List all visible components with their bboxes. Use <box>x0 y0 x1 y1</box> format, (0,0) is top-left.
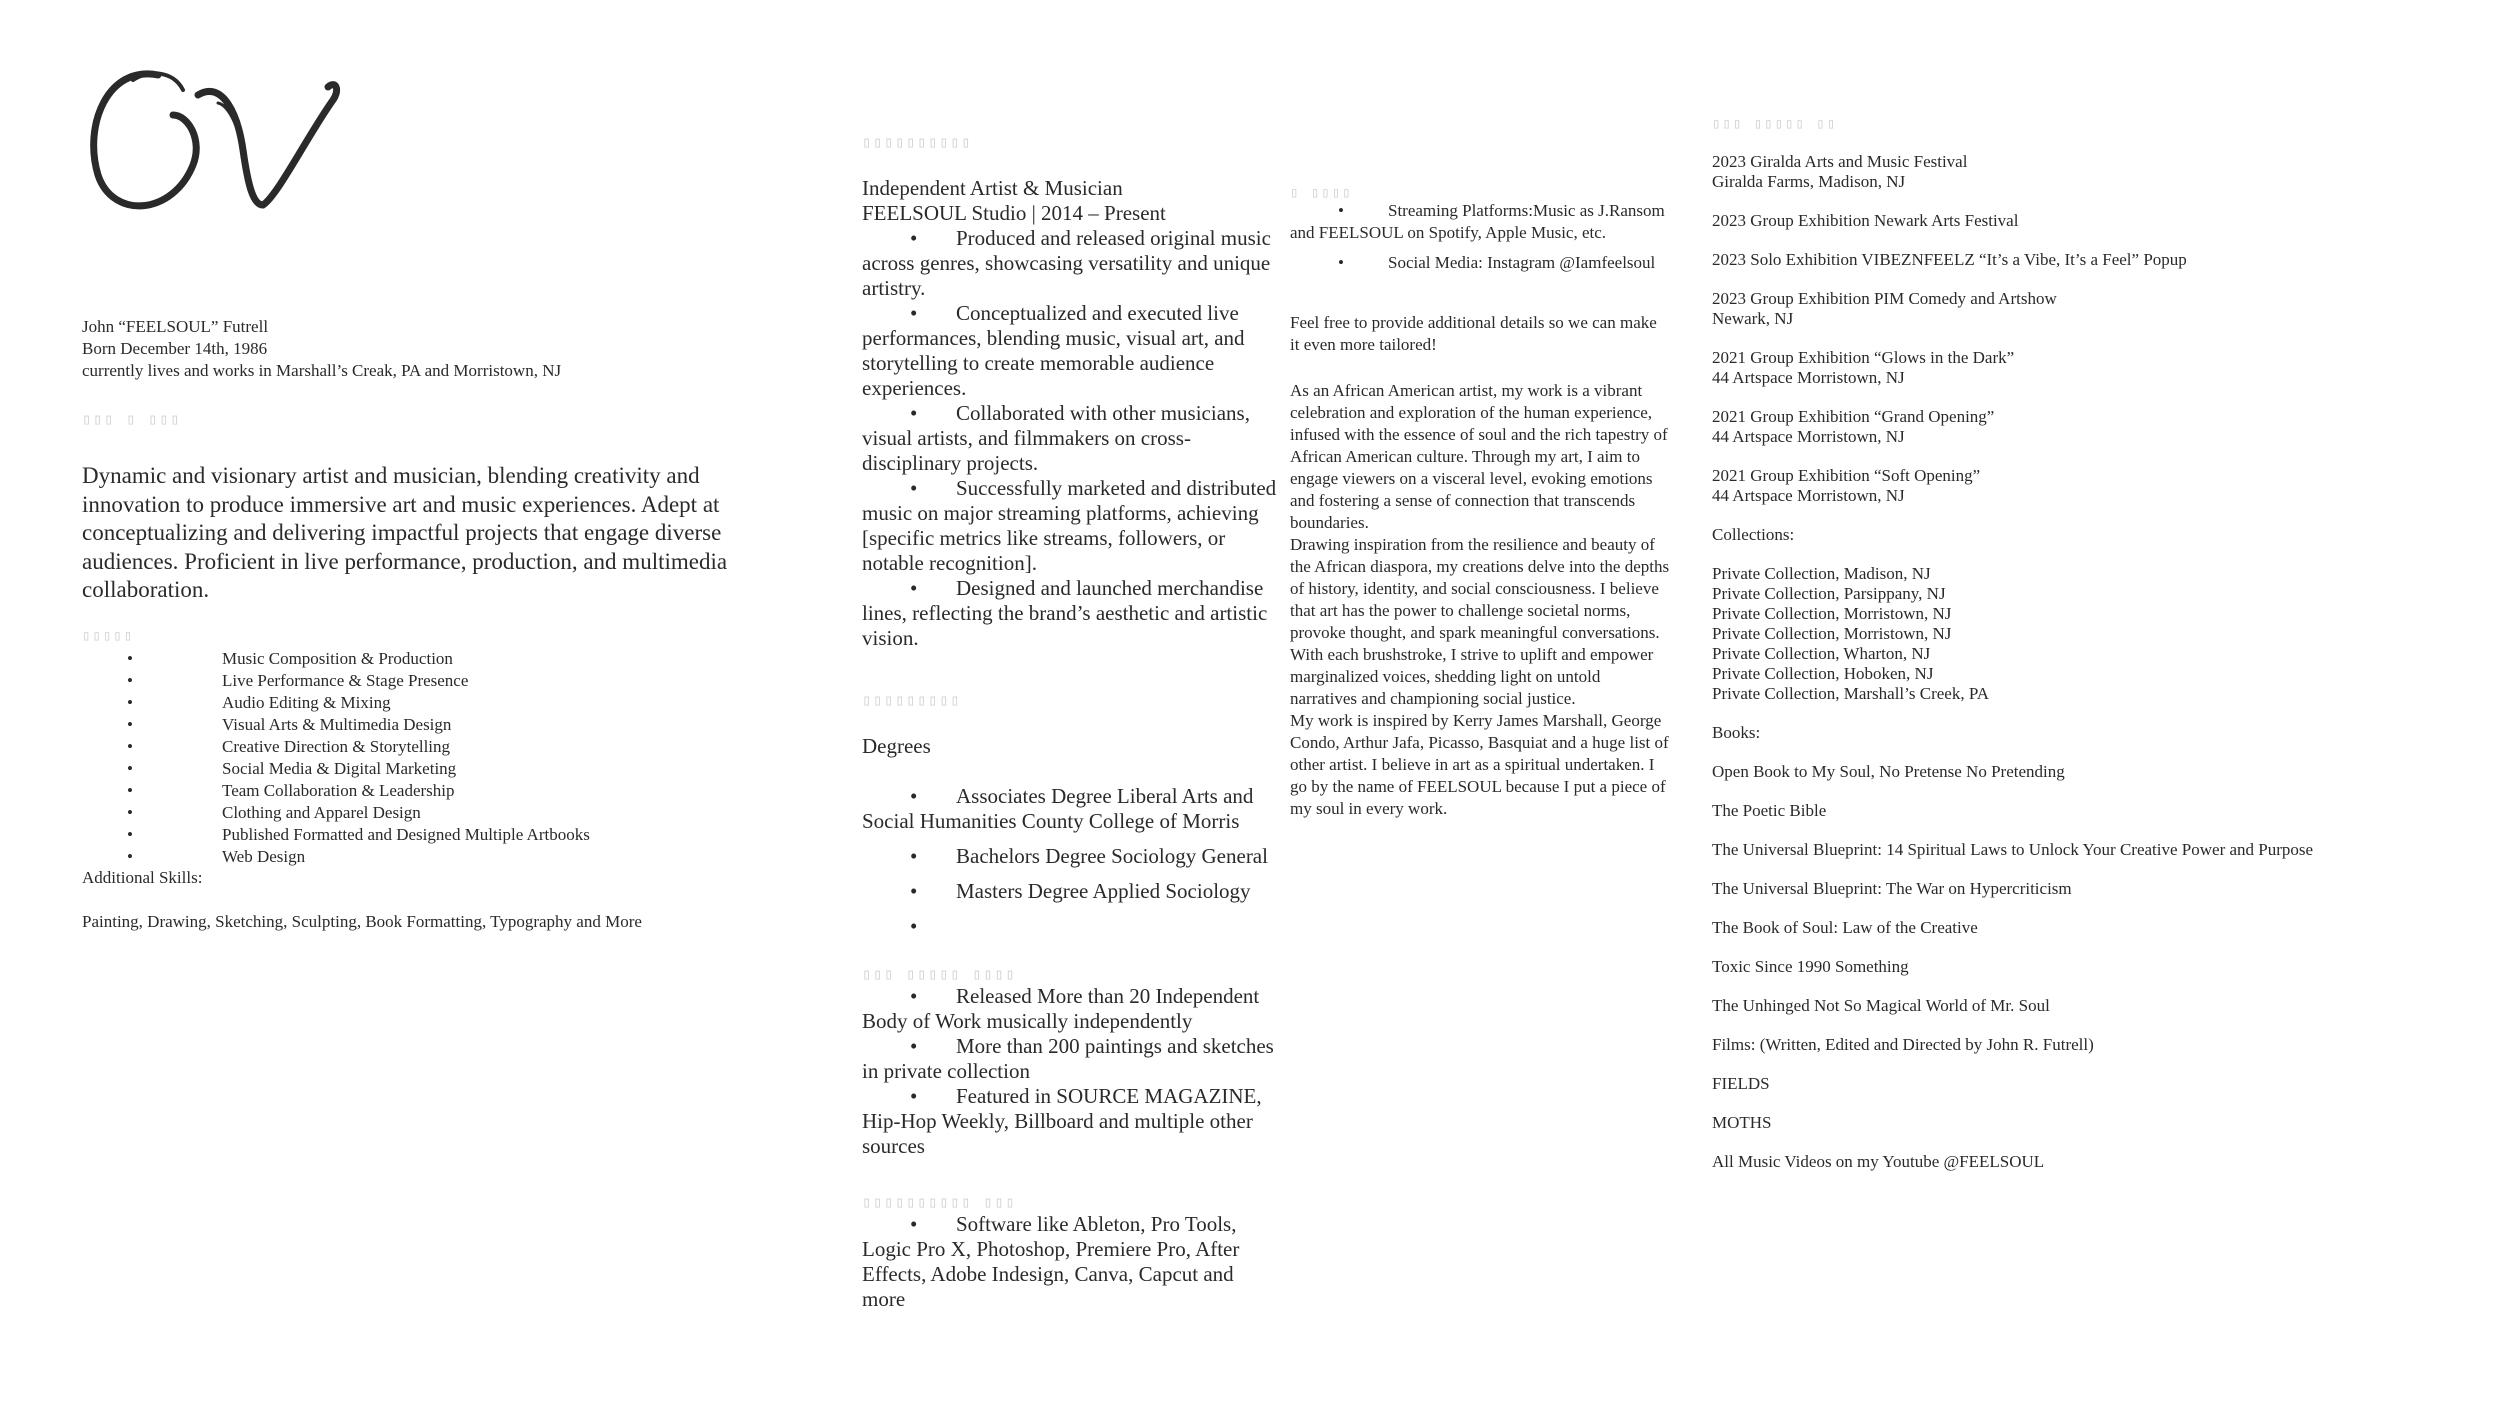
bullet-icon: • <box>910 914 918 938</box>
films-label: Films: (Written, Edited and Directed by John R. Futrell) <box>1712 1035 2094 1054</box>
skill-item <box>82 802 802 824</box>
skill-item-text: Published Formatted and Designed Multiple Artbooks <box>222 825 590 844</box>
degree-item <box>862 844 1282 869</box>
experience-item <box>862 301 1282 401</box>
bullet-icon: • <box>127 847 133 866</box>
experience-list <box>862 226 1282 651</box>
skill-item <box>82 714 802 736</box>
collections-label: Collections: <box>1712 525 1795 544</box>
bullet-icon: • <box>910 1084 918 1108</box>
skill-item <box>82 670 802 692</box>
bullet-icon: • <box>910 784 918 808</box>
book-item: The Unhinged Not So Magical World of Mr. Soul <box>1712 996 2050 1015</box>
skill-item-text: Clothing and Apparel Design <box>222 803 421 822</box>
music-videos-note: All Music Videos on my Youtube @FEELSOUL <box>1712 1152 2045 1171</box>
degrees-label: Degrees <box>862 734 931 758</box>
bullet-icon: • <box>127 825 133 844</box>
bullet-icon: • <box>127 649 133 668</box>
bullet-icon: • <box>910 1212 918 1236</box>
link-item <box>1290 200 1670 244</box>
link-item-text: Social Media: Instagram @Iamfeelsoul <box>1388 253 1656 272</box>
bullet-icon: • <box>127 759 133 778</box>
collection-item: Private Collection, Hoboken, NJ <box>1712 664 1934 683</box>
statement-paragraph: Drawing inspiration from the resilience and beauty of the African diaspora, my creations delve into the depths of history, identity, and social consciousness. I believe that art has the power to challenge societal norms, provoke thought, and spark meaningful conversations. With each brushstroke, I strive to uplift and empower marginalized voices, shedding light on untold narratives and championing social justice. <box>1290 535 1670 708</box>
exhibition-title: 2023 Solo Exhibition VIBEZNFEELZ “It’s a Vibe, It’s a Feel” Popup <box>1712 250 2187 269</box>
bullet-icon: • <box>910 576 918 600</box>
exhibition-title: 2021 Group Exhibition “Soft Opening” <box>1712 466 1981 485</box>
links-list <box>1290 200 1670 282</box>
exhibition-place: 44 Artspace Morristown, NJ <box>1712 368 1905 387</box>
book-item: The Book of Soul: Law of the Creative <box>1712 918 1978 937</box>
statement-paragraph: As an African American artist, my work is a vibrant celebration and exploration of the human experience, infused with the essence of soul and the rich tapestry of African American culture. Through my art, I aim to engage viewers on a visceral level, evoking emotions and fostering a sense of connection that transcends boundaries. <box>1290 381 1668 532</box>
bullet-icon: • <box>1338 201 1344 220</box>
achievement-item-text: Featured in SOURCE MAGAZINE, Hip-Hop Weekly, Billboard and multiple other sources <box>862 1084 1262 1158</box>
collection-item: Private Collection, Parsippany, NJ <box>1712 584 1946 603</box>
skill-item <box>82 692 802 714</box>
tool-item-text: Software like Ableton, Pro Tools, Logic Pro X, Photoshop, Premiere Pro, After Effects, Adobe Indesign, Canva, Capcut and more <box>862 1212 1240 1311</box>
residence: currently lives and works in Marshall’s Creak, PA and Morristown, NJ <box>82 361 562 380</box>
links-note: Feel free to provide additional details so we can make it even more tailored! <box>1290 313 1657 354</box>
books-label: Books: <box>1712 723 1761 742</box>
additional-skills-text: Painting, Drawing, Sketching, Sculpting, Book Formatting, Typography and More <box>82 912 642 931</box>
skill-item <box>82 736 802 758</box>
exhibition-title: 2021 Group Exhibition “Grand Opening” <box>1712 407 1995 426</box>
experience-org: FEELSOUL Studio | 2014 – Present <box>862 201 1166 225</box>
bullet-icon: • <box>1338 253 1344 272</box>
collection-item: Private Collection, Madison, NJ <box>1712 564 1931 583</box>
experience-item-text: Produced and released original music across genres, showcasing versatility and unique artistry. <box>862 226 1271 300</box>
artist-statement <box>1290 380 1670 820</box>
exhibition-place: Giralda Farms, Madison, NJ <box>1712 172 1906 191</box>
achievement-item-text: More than 200 paintings and sketches in private collection <box>862 1034 1274 1083</box>
skill-item <box>82 824 802 846</box>
experience-item <box>862 576 1282 651</box>
tools-header: ▯▯▯▯▯▯▯▯▯▯ ▯▯▯ <box>862 1193 1017 1211</box>
birth-date: Born December 14th, 1986 <box>82 339 268 358</box>
skills-list <box>82 648 802 868</box>
artist-name: John “FEELSOUL” Futrell <box>82 317 269 336</box>
skill-item <box>82 846 802 868</box>
bullet-icon: • <box>910 1034 918 1058</box>
book-item: Open Book to My Soul, No Pretense No Pretending <box>1712 762 2065 781</box>
bullet-icon: • <box>910 984 918 1008</box>
statement-paragraph: My work is inspired by Kerry James Marshall, George Condo, Arthur Jafa, Picasso, Basquiat and a huge list of other artist. I believe in art as a spiritual undertaken. I go by the name of FEELSOUL because I put a piece of my soul in every work. <box>1290 711 1669 818</box>
skill-item-text: Live Performance & Stage Presence <box>222 671 469 690</box>
collection-item: Private Collection, Wharton, NJ <box>1712 644 1931 663</box>
skill-item-text: Social Media & Digital Marketing <box>222 759 457 778</box>
bullet-icon: • <box>127 803 133 822</box>
experience-item <box>862 401 1282 476</box>
bullet-icon: • <box>910 844 918 868</box>
bullet-icon: • <box>127 693 133 712</box>
education-header: ▯▯▯▯▯▯▯▯▯ <box>862 691 962 709</box>
achievement-item <box>862 984 1282 1034</box>
link-item <box>1290 252 1670 274</box>
skill-item <box>82 780 802 802</box>
degree-item-text: Associates Degree Liberal Arts and Social Humanities County College of Morris <box>862 784 1254 833</box>
cv-monogram-logo <box>78 55 348 225</box>
achievement-item <box>862 1084 1282 1159</box>
film-item: MOTHS <box>1712 1113 1772 1132</box>
bullet-icon: • <box>910 301 918 325</box>
summary-text: Dynamic and visionary artist and musician, blending creativity and innovation to produce immersive art and music experiences. Adept at conceptualizing and delivering impactful projects that engage diverse audiences. Proficient in live performance, production, and multimedia collaboration. <box>82 463 728 602</box>
exhibition-title: 2023 Group Exhibition PIM Comedy and Artshow <box>1712 289 2057 308</box>
film-item: FIELDS <box>1712 1074 1770 1093</box>
experience-role: Independent Artist & Musician <box>862 176 1123 200</box>
collection-item: Private Collection, Morristown, NJ <box>1712 624 1952 643</box>
exhibitions-header: ▯▯▯ ▯▯▯▯▯ ▯▯ <box>1712 116 1838 132</box>
collection-item: Private Collection, Marshall’s Creek, PA <box>1712 684 1990 703</box>
skill-item-text: Audio Editing & Mixing <box>222 693 391 712</box>
degree-item-text: Masters Degree Applied Sociology <box>956 879 1251 903</box>
bullet-icon: • <box>910 226 918 250</box>
experience-item-text: Collaborated with other musicians, visual artists, and filmmakers on cross-disciplinary projects. <box>862 401 1250 475</box>
book-item: The Poetic Bible <box>1712 801 1827 820</box>
exhibition-place: 44 Artspace Morristown, NJ <box>1712 427 1905 446</box>
skill-item-text: Web Design <box>222 847 306 866</box>
exhibition-title: 2023 Giralda Arts and Music Festival <box>1712 152 1968 171</box>
links-header: ▯ ▯▯▯▯ <box>1290 185 1353 201</box>
bullet-icon: • <box>127 737 133 756</box>
bullet-icon: • <box>127 781 133 800</box>
bullet-icon: • <box>127 715 133 734</box>
skill-item-text: Music Composition & Production <box>222 649 453 668</box>
book-item: Toxic Since 1990 Something <box>1712 957 1909 976</box>
bullet-icon: • <box>910 401 918 425</box>
exhibition-title: 2023 Group Exhibition Newark Arts Festival <box>1712 211 2019 230</box>
skill-item <box>82 758 802 780</box>
degree-item-text: Bachelors Degree Sociology General <box>956 844 1268 868</box>
bullet-icon: • <box>127 671 133 690</box>
experience-item <box>862 476 1282 576</box>
experience-block <box>862 176 1282 651</box>
degrees-list <box>862 784 1282 949</box>
exhibition-place: 44 Artspace Morristown, NJ <box>1712 486 1905 505</box>
degree-item <box>862 914 1282 939</box>
link-item-text: Streaming Platforms:Music as J.Ransom and FEELSOUL on Spotify, Apple Music, etc. <box>1290 201 1665 242</box>
bullet-icon: • <box>910 476 918 500</box>
tools-list <box>862 1212 1282 1312</box>
exhibition-place: Newark, NJ <box>1712 309 1794 328</box>
experience-item-text: Conceptualized and executed live performances, blending music, visual art, and storytelling to create memorable audience experiences. <box>862 301 1245 400</box>
experience-item <box>862 226 1282 301</box>
skills-header: ▯▯▯▯▯ <box>82 628 135 644</box>
skill-item-text: Team Collaboration & Leadership <box>222 781 455 800</box>
achievements-header: ▯▯▯ ▯▯▯▯▯ ▯▯▯▯ <box>862 965 1017 983</box>
tool-item <box>862 1212 1282 1312</box>
profile-block <box>82 316 802 382</box>
achievement-item <box>862 1034 1282 1084</box>
bullet-icon: • <box>910 879 918 903</box>
additional-skills-label: Additional Skills: <box>82 868 203 887</box>
achievements-list <box>862 984 1282 1159</box>
skill-item-text: Visual Arts & Multimedia Design <box>222 715 452 734</box>
skill-item <box>82 648 802 670</box>
achievement-item-text: Released More than 20 Independent Body of Work musically independently <box>862 984 1260 1033</box>
collection-item: Private Collection, Morristown, NJ <box>1712 604 1952 623</box>
experience-item-text: Designed and launched merchandise lines, reflecting the brand’s aesthetic and artistic vision. <box>862 576 1268 650</box>
degree-item <box>862 784 1282 834</box>
exhibitions-list <box>1712 152 2412 1172</box>
exhibition-title: 2021 Group Exhibition “Glows in the Dark” <box>1712 348 2015 367</box>
summary-header: ▯▯▯ ▯ ▯▯▯ <box>82 410 182 428</box>
experience-header: ▯▯▯▯▯▯▯▯▯▯ <box>862 133 973 151</box>
degree-item <box>862 879 1282 904</box>
book-item: The Universal Blueprint: The War on Hypercriticism <box>1712 879 2072 898</box>
book-item: The Universal Blueprint: 14 Spiritual Laws to Unlock Your Creative Power and Purpose <box>1712 840 2314 859</box>
skill-item-text: Creative Direction & Storytelling <box>222 737 451 756</box>
experience-item-text: Successfully marketed and distributed music on major streaming platforms, achieving [specific metrics like streams, followers, or notable recognition]. <box>862 476 1277 575</box>
